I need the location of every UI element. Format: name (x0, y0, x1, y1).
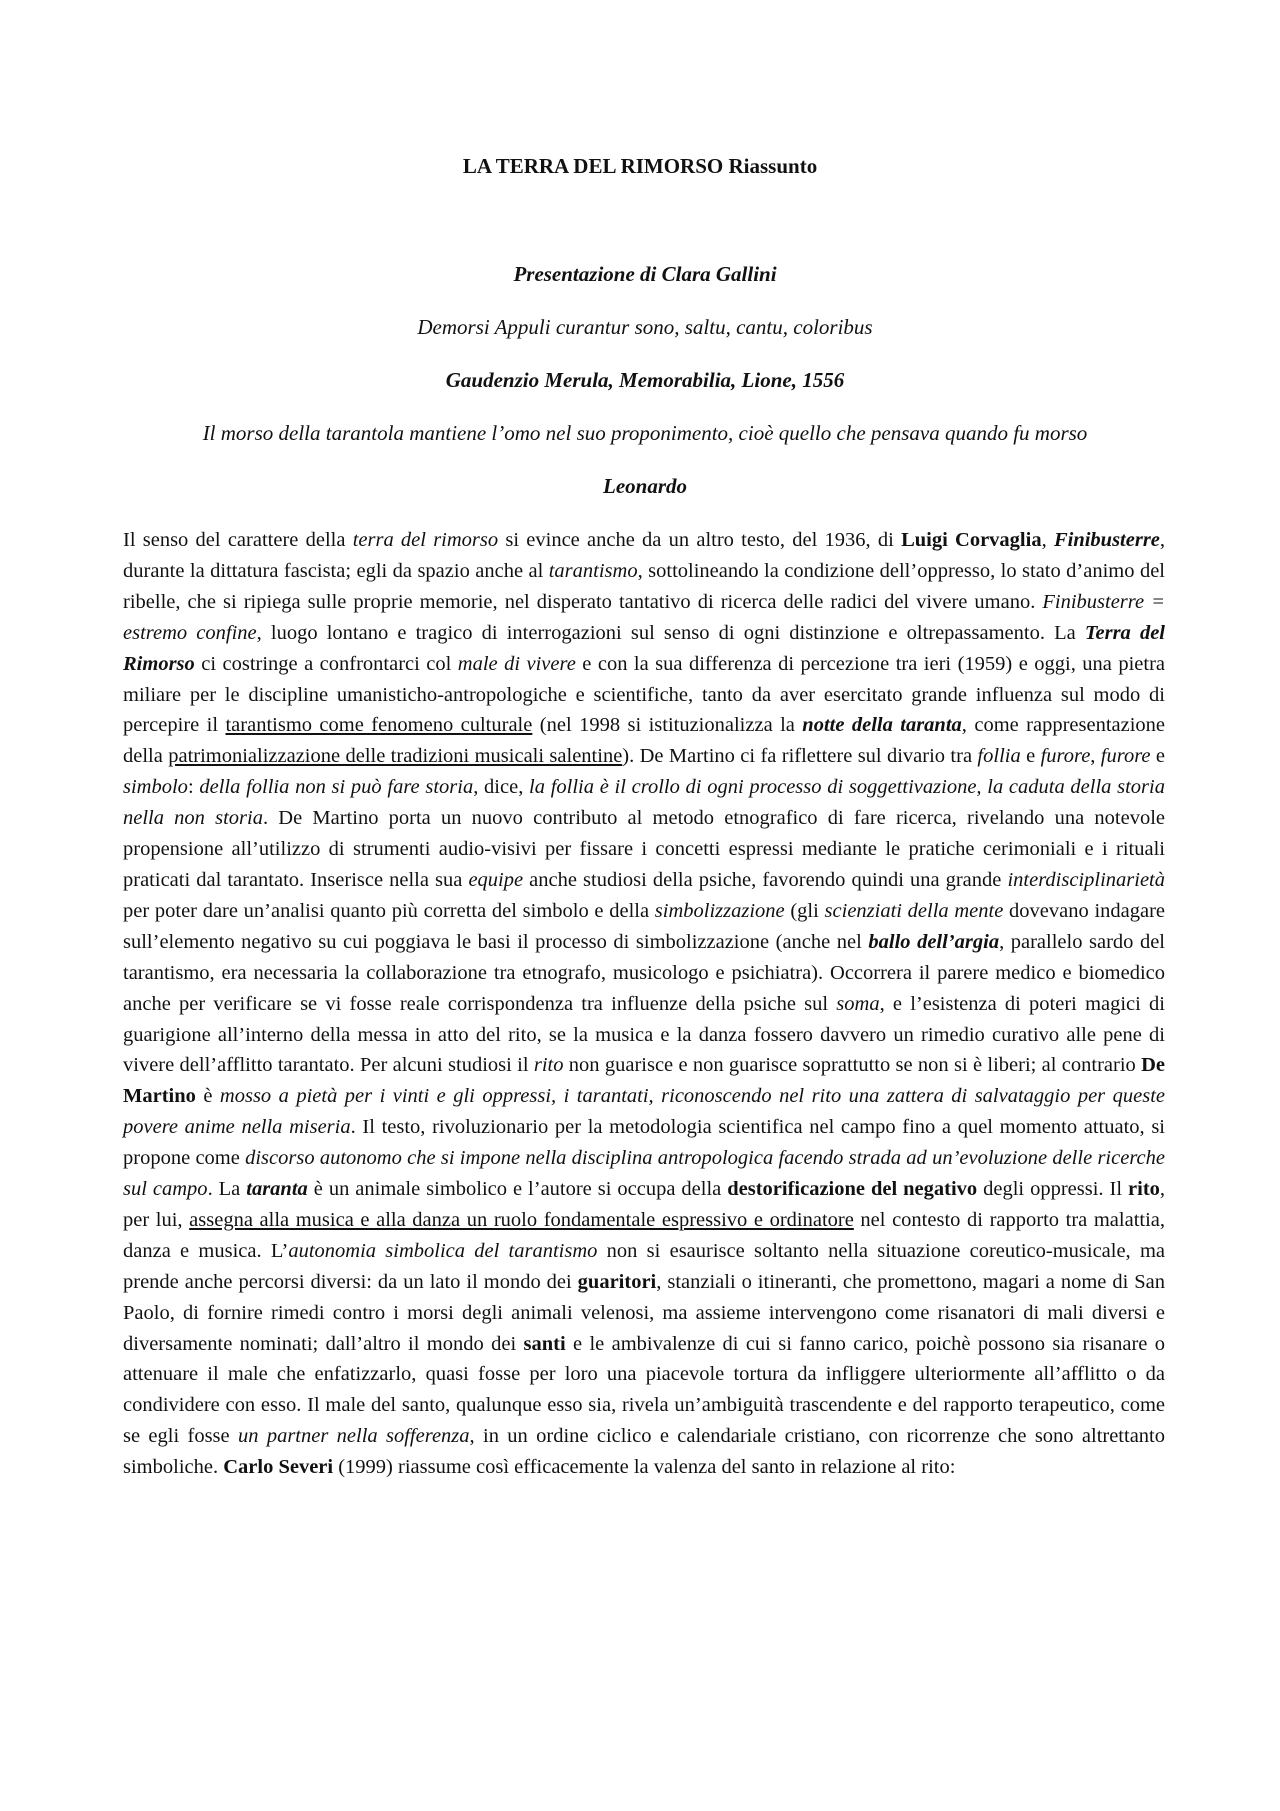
bold-text: De Martino (123, 1054, 1165, 1108)
epigraph-latin: Demorsi Appuli curantur sono, saltu, cantu, coloribus (417, 315, 873, 339)
text-run: (1999) riassume così efficacemente la valenza del santo in relazione al rito: (333, 1456, 956, 1479)
emphasis-text: male di vivere (457, 652, 576, 675)
text-run: , in un ordine ciclico e calendariale cristiano, con ricorrenze che sono altrettanto simboliche. (123, 1425, 1165, 1479)
text-run: , come rappresentazione della (123, 714, 1166, 768)
text-run: e le ambivalenze di cui si fanno carico, poichè possono sia risanare o attenuare il male che enfatizzarlo, quasi fosse per loro una piacevole tortura da infliggere ulteriormente all’afflitto o da condividere con esso. Il male del santo, qualunque esso sia, rivela un’ambiguità trascendente e del rapporto terapeutico, come se egli fosse (123, 1332, 1165, 1448)
text-run: , (1090, 745, 1101, 768)
text-run: e (1150, 745, 1165, 768)
emphasis-text: simbolizzazione (654, 899, 785, 922)
emphasis-text: furore (1040, 745, 1091, 768)
text-run: e (1020, 745, 1041, 768)
text-run: ). De Martino ci fa riflettere sul divario tra (622, 745, 978, 768)
emphasis-text: equipe (468, 868, 524, 891)
bold-emphasis-text: Finibusterre (1053, 529, 1160, 551)
bold-text: guaritori (577, 1270, 657, 1293)
text-run: , e l’esistenza di poteri magici di guarigione all’interno della messa in atto del rito, se la musica e la danza fossero davvero un rimedio curativo alle pene di vivere dell’afflitto tarantato. Per alcuni studiosi il (123, 992, 1165, 1077)
text-run: : (187, 776, 200, 799)
emphasis-text: interdisciplinarietà (1007, 868, 1165, 891)
text-run: . Il testo, rivoluzionario per la metodologia scientifica nel campo fino a quel momento attuato, si propone come (123, 1116, 1165, 1170)
text-run: si evince anche da un altro testo, del 1936, di (498, 529, 902, 551)
emphasis-text: mosso a pietà per i vinti e gli oppressi, i tarantati, riconoscendo nel rito una zattera di salvataggio per queste povere anime nella miseria (123, 1085, 1165, 1139)
text-run: e con la sua differenza di percezione tra ieri (1959) e oggi, una pietra miliare per le discipline umanisticho-antropologiche e scientifiche, tanto da aver esercitato grande influenza sul modo di percepire il (123, 652, 1166, 737)
underlined-text: assegna alla musica e alla danza un ruolo fondamentale espressivo e ordinatore (189, 1208, 854, 1231)
presentation-heading: Presentazione di Clara Gallini (513, 262, 777, 286)
text-run: è un animale simbolico e l’autore si occupa della (307, 1178, 728, 1201)
emphasis-text: furore (1100, 745, 1151, 768)
text-run: (nel 1998 si istituzionalizza la (532, 714, 803, 737)
text-run: . De Martino porta un nuovo contributo al metodo etnografico di fare ricerca, rivelando una notevole propensione all’utilizzo di strumenti audio-visivi per fissare i concetti espressi mediante le pratiche cerimoniali e i rituali praticati dal tarantato. Inserisce nella sua (123, 807, 1165, 891)
emphasis-text: tarantismo (548, 559, 638, 582)
emphasis-text: simbolo (123, 776, 188, 799)
underlined-text: tarantismo come fenomeno culturale (225, 714, 533, 737)
text-run: anche studiosi della psiche, favorendo quindi una grande (523, 868, 1008, 891)
text-run: , stanziali o itineranti, che promettono, magari a nome di San Paolo, di fornire rimedi contro i morsi degli animali velenosi, ma assieme intervengono come risanatori di mali diversi e diversamente nominati; dall’altro il mondo dei (123, 1270, 1165, 1355)
bold-text: rito (1128, 1178, 1160, 1201)
text-run: è (195, 1085, 220, 1108)
emphasis-text: un partner nella sofferenza (237, 1425, 470, 1448)
text-run: , luogo lontano e tragico di interrogazioni sul senso di ogni distinzione e oltrepassamento. La (256, 621, 1085, 644)
bold-text: Luigi Corvaglia (901, 529, 1042, 551)
text-run: Il senso del carattere della (123, 529, 353, 551)
emphasis-text: la follia è il crollo di ogni processo di soggettivazione, la caduta della storia nella non storia (123, 776, 1165, 830)
text-run: non si esaurisce soltanto nella situazione coreutico-musicale, ma prende anche percorsi diversi: da un lato il mondo dei (123, 1239, 1165, 1293)
emphasis-text: autonomia simbolica del tarantismo (288, 1239, 598, 1262)
text-run: nel contesto di rapporto tra malattia, danza e musica. L’ (123, 1208, 1165, 1262)
text-run: dovevano indagare sull’elemento negativo su cui poggiava le basi il processo di simbolizzazione (anche nel (123, 899, 1166, 953)
epigraph-latin-source: Gaudenzio Merula, Memorabilia, Lione, 1556 (445, 368, 845, 392)
text-run: , parallelo sardo del tarantismo, era necessaria la collaborazione tra etnografo, musicologo e psichiatra). Occorrera il parere medico e biomedico anche per verificare se vi fosse reale corrispondenza tra influenze della psiche sul (123, 930, 1165, 1015)
bold-text: santi (523, 1332, 566, 1355)
text-run: , durante la dittatura fascista; egli da spazio anche al (123, 529, 1166, 582)
text-run: (gli (784, 899, 825, 922)
body-paragraph (123, 525, 1165, 1483)
emphasis-text: follia (977, 745, 1021, 768)
emphasis-text: soma (836, 992, 880, 1015)
text-run: , (1041, 529, 1054, 551)
text-run: degli oppressi. Il (977, 1178, 1129, 1201)
epigraph-italian-source: Leonardo (603, 474, 687, 498)
bold-text: Carlo Severi (223, 1456, 334, 1479)
text-run: ci costringe a confrontarci col (194, 652, 458, 675)
emphasis-text: della follia non si può fare storia (199, 776, 474, 799)
text-run: , dice, (473, 776, 530, 799)
text-run: , sottolineando la condizione dell’oppresso, lo stato d’animo del ribelle, che si ripiega sulle proprie memorie, nel disperato tantativo di ricerca delle radici del vivere umano. (123, 559, 1165, 613)
emphasis-text: scienziati della mente (824, 899, 1004, 922)
bold-emphasis-text: taranta (246, 1178, 308, 1201)
emphasis-text: Finibusterre = estremo confine (123, 590, 1165, 644)
emphasis-text: terra del rimorso (352, 529, 499, 551)
bold-emphasis-text: notte della taranta (802, 714, 962, 737)
text-run: per poter dare un’analisi quanto più corretta del simbolo e della (123, 899, 655, 922)
emphasis-text: discorso autonomo che si impone nella disciplina antropologica facendo strada ad un’evoluzione delle ricerche sul campo (123, 1147, 1165, 1201)
emphasis-text: rito (533, 1054, 564, 1077)
underlined-text: patrimonializzazione delle tradizioni musicali salentine (168, 745, 623, 768)
bold-emphasis-text: Terra del Rimorso (123, 621, 1165, 675)
epigraph-italian: Il morso della tarantola mantiene l’omo nel suo proponimento, cioè quello che pensava quando fu morso (202, 421, 1088, 445)
text-run: , per lui, (123, 1178, 1166, 1231)
page-title: LA TERRA DEL RIMORSO Riassunto (462, 154, 818, 178)
bold-emphasis-text: ballo dell’argia (868, 930, 1000, 953)
text-run: non guarisce e non guarisce soprattutto se non si è liberi; al contrario (563, 1054, 1142, 1077)
bold-text: destorificazione del negativo (727, 1178, 978, 1201)
text-run: . La (207, 1178, 247, 1201)
